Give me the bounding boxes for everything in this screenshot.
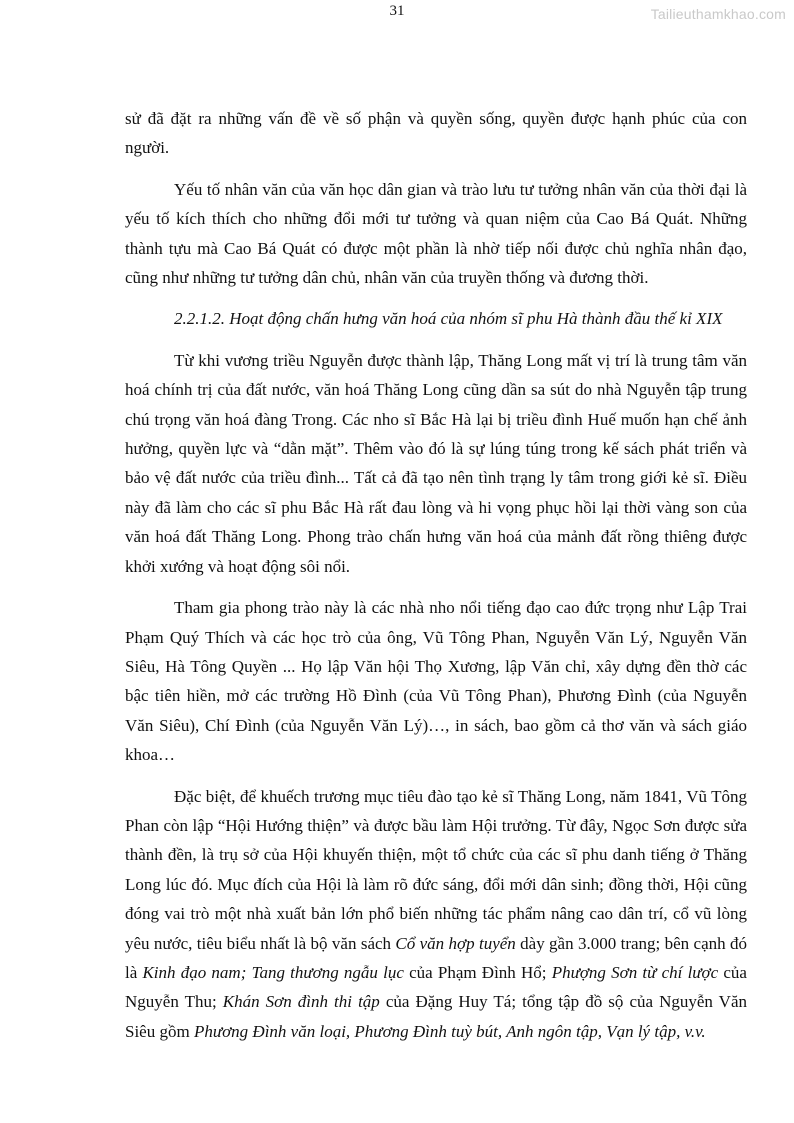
document-body bbox=[125, 104, 747, 1046]
text-run: Đặc biệt, để khuếch trương mục tiêu đào tạo kẻ sĩ Thăng Long, năm 1841, Vũ Tông Phan còn lập “Hội Hướng thiện” và được bầu làm Hội trưởng. Từ đây, Ngọc Sơn được sửa thành đền, là trụ sở của Hội khuyến thiện, một tổ chức của các sĩ phu danh tiếng ở Thăng Long lúc đó. Mục đích của Hội là làm rõ đức sáng, đổi mới dân sinh; đồng thời, Hội cũng đóng vai trò một nhà xuất bản lớn phổ biến những tác phẩm nâng cao dân trí, cổ vũ lòng yêu nước, tiêu biểu nhất là bộ văn sách bbox=[125, 786, 747, 953]
book-title: Phương Đình văn loại, Phương Đình tuỳ bút, Anh ngôn tập, Vạn lý tập, v.v. bbox=[193, 1021, 706, 1041]
paragraph-humanism: Yếu tố nhân văn của văn học dân gian và trào lưu tư tưởng nhân văn của thời đại là yếu tố kích thích cho những đổi mới tư tưởng và quan niệm của Cao Bá Quát. Những thành tựu mà Cao Bá Quát có được một phần là nhờ tiếp nối được chủ nghĩa nhân đạo, cũng như những tư tưởng dân chủ, nhân văn của truyền thống và đương thời. bbox=[125, 179, 747, 288]
section-heading: 2.2.1.2. Hoạt động chấn hưng văn hoá của nhóm sĩ phu Hà thành đầu thế kỉ XIX bbox=[174, 309, 723, 329]
text-run: của Nguyễn Thu; bbox=[125, 962, 747, 1012]
paragraph-thang-long-decline: Từ khi vương triều Nguyễn được thành lập, Thăng Long mất vị trí là trung tâm văn hoá chính trị của đất nước, văn hoá Thăng Long cũng dần sa sút do nhà Nguyễn tập trung chú trọng văn hoá đàng Trong. Các nho sĩ Bắc Hà lại bị triều đình Huế muốn hạn chế ảnh hưởng, quyền lực và “dằn mặt”. Thêm vào đó là sự lúng túng trong kế sách phát triển và bảo vệ đất nước của triều đình... Tất cả đã tạo nên tình trạng ly tâm trong giới kẻ sĩ. Điều này đã làm cho các sĩ phu Bắc Hà rất đau lòng và hi vọng phục hồi lại thời vàng son của văn hoá đất Thăng Long. Phong trào chấn hưng văn hoá của mảnh đất rồng thiêng được khởi xướng và hoạt động sôi nổi. bbox=[125, 350, 747, 576]
page-number: 31 bbox=[389, 3, 405, 19]
book-title: Phượng Sơn từ chí lược bbox=[551, 962, 719, 982]
book-title: Cổ văn hợp tuyển bbox=[395, 933, 516, 953]
book-title: Kinh đạo nam; Tang thương ngẫu lục bbox=[142, 962, 404, 982]
text-run: của Đặng Huy Tá; tổng tập đồ sộ của Nguyễn Văn Siêu gồm bbox=[125, 992, 748, 1041]
watermark: Tailieuthamkhao.com bbox=[650, 6, 786, 22]
text-run: dày gần 3.000 trang; bên cạnh đó là bbox=[125, 933, 747, 982]
book-title: Khán Sơn đình thi tập bbox=[222, 992, 380, 1012]
text-run: của Phạm Đình Hổ; bbox=[403, 962, 552, 982]
paragraph-continuation: sử đã đặt ra những vấn đề về số phận và quyền sống, quyền được hạnh phúc của con người. bbox=[125, 109, 747, 158]
paragraph-participants: Tham gia phong trào này là các nhà nho nổi tiếng đạo cao đức trọng như Lập Trai Phạm Quý Thích và các học trò của ông, Vũ Tông Phan, Nguyễn Văn Lý, Nguyễn Văn Siêu, Hà Tông Quyền ... Họ lập Văn hội Thọ Xương, lập Văn chỉ, xây dựng đền thờ các bậc tiên hiền, mở các trường Hồ Đình (của Vũ Tông Phan), Phương Đình (của Nguyễn Văn Siêu), Chí Đình (của Nguyễn Văn Lý)…, in sách, bao gồm cả thơ văn và sách giáo khoa… bbox=[125, 598, 747, 765]
paragraph-huong-thien-society bbox=[125, 782, 747, 1047]
